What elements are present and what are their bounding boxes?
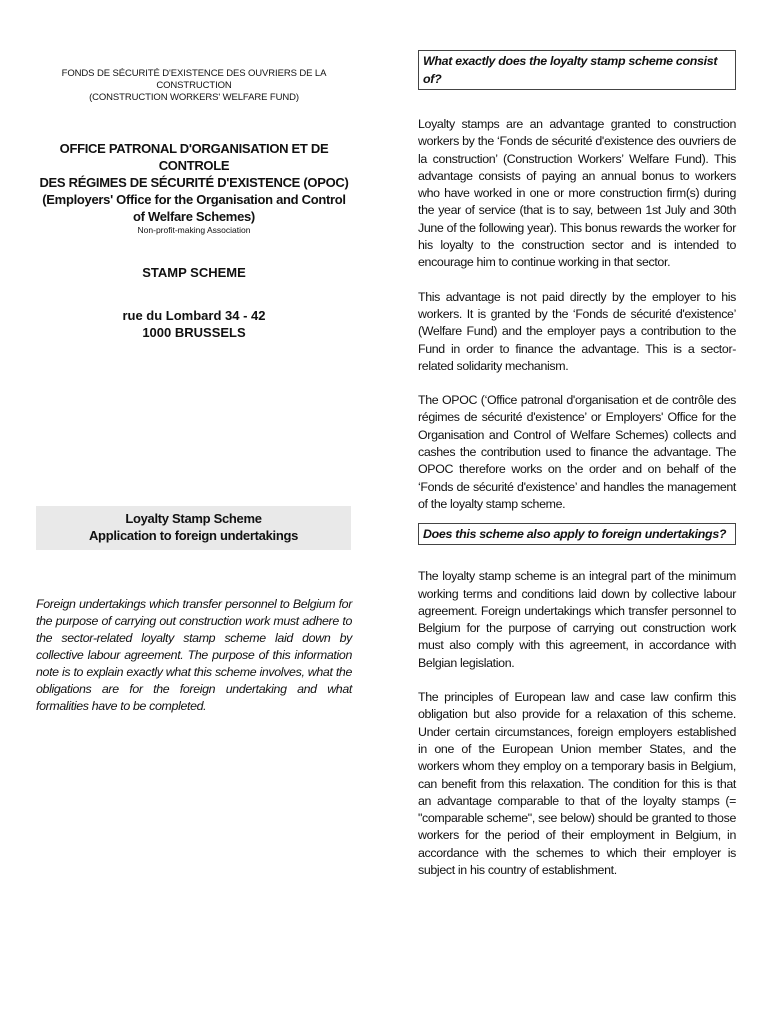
address [36,307,352,341]
intro-paragraph: Foreign undertakings which transfer personnel to Belgium for the purpose of carrying out construction work must adhere to the sector-related loyalty stamp scheme laid down by collective labour agreement. The purpose of this information note is to explain exactly what this scheme involves, what the obligations are for the foreign undertaking and what formalities have to be completed. [36,597,352,713]
association-type: Non-profit-making Association [137,225,251,235]
main-column [418,50,736,879]
paragraph: The loyalty stamp scheme is an integral part of the minimum working terms and conditions laid down by collective labour agreement. Foreign undertakings which transfer personnel to Belgium for the purpose of carrying out construction work must also comply with this agreement, in accordance with Belgian legislation. [418,569,736,670]
address-city: 1000 BRUSSELS [142,325,246,340]
fund-name-line: FONDS DE SÉCURITÉ D'EXISTENCE DES OUVRIERS DE LA CONSTRUCTION [61,68,327,91]
office-name-line: DES RÉGIMES DE SÉCURITÉ D'EXISTENCE (OPOC) [39,175,349,190]
office-name-line: OFFICE PATRONAL D'ORGANISATION ET DE CONTROLE [59,141,329,173]
fund-name-english: (CONSTRUCTION WORKERS' WELFARE FUND) [89,92,299,103]
document-subtitle: Application to foreign undertakings [88,528,299,543]
document-title-box [36,506,351,550]
address-street: rue du Lombard 34 - 42 [122,308,266,323]
scheme-title: STAMP SCHEME [142,265,246,280]
paragraph: This advantage is not paid directly by the employer to his workers. It is granted by the ‘Fonds de sécurité d'existence’ (Welfare Fund) and the employer pays a contribution to the Fund in order to finance the advantage. This is a sector-related solidarity mechanism. [418,289,736,373]
document-title: Loyalty Stamp Scheme [125,511,262,526]
section-question: What exactly does the loyalty stamp scheme consist of? [418,50,736,90]
office-name-line: (Employers' Office for the Organisation and Control [42,192,346,207]
paragraph: Loyalty stamps are an advantage granted to construction workers by the ‘Fonds de sécurité d'existence des ouvriers de la construction’ (Construction Workers’ Welfare Fund). This advantage consists of paying an annual bonus to workers who have worked in one or more construction firm(s) during the year of service (that is to say, between 1st July and 30th June of the following year). This bonus rewards the worker for his loyalty to the construction sector and is intended to encourage him to continue working in that sector. [418,117,736,270]
paragraph: The OPOC (‘Office patronal d'organisation et de contrôle des régimes de sécurité d'existence’ or Employers' Office for the Organisation and Control of Welfare Schemes) collects and cashes the contribution used to finance the advantage. The OPOC therefore works on the order and on behalf of the ‘Fonds de sécurité d'existence’ and handles the management of the loyalty stamp scheme. [418,393,736,511]
office-name [36,140,352,225]
letterhead [36,68,352,341]
office-name-line: of Welfare Schemes) [133,209,255,224]
paragraph: The principles of European law and case law confirm this obligation but also provide for a relaxation of this scheme. Under certain circumstances, foreign employers established in one of the European Union member States, and the workers whom they employ on a temporary basis in Belgium, can benefit from this relaxation. The condition for this is that an advantage comparable to that of the loyalty stamps (= "comparable scheme", see below) should be granted to those workers for the period of their employment in Belgium, in accordance with the schemes to which their employer is subject in his country of establishment. [418,690,736,877]
section-question: Does this scheme also apply to foreign undertakings? [418,523,736,545]
fund-name [36,68,352,104]
